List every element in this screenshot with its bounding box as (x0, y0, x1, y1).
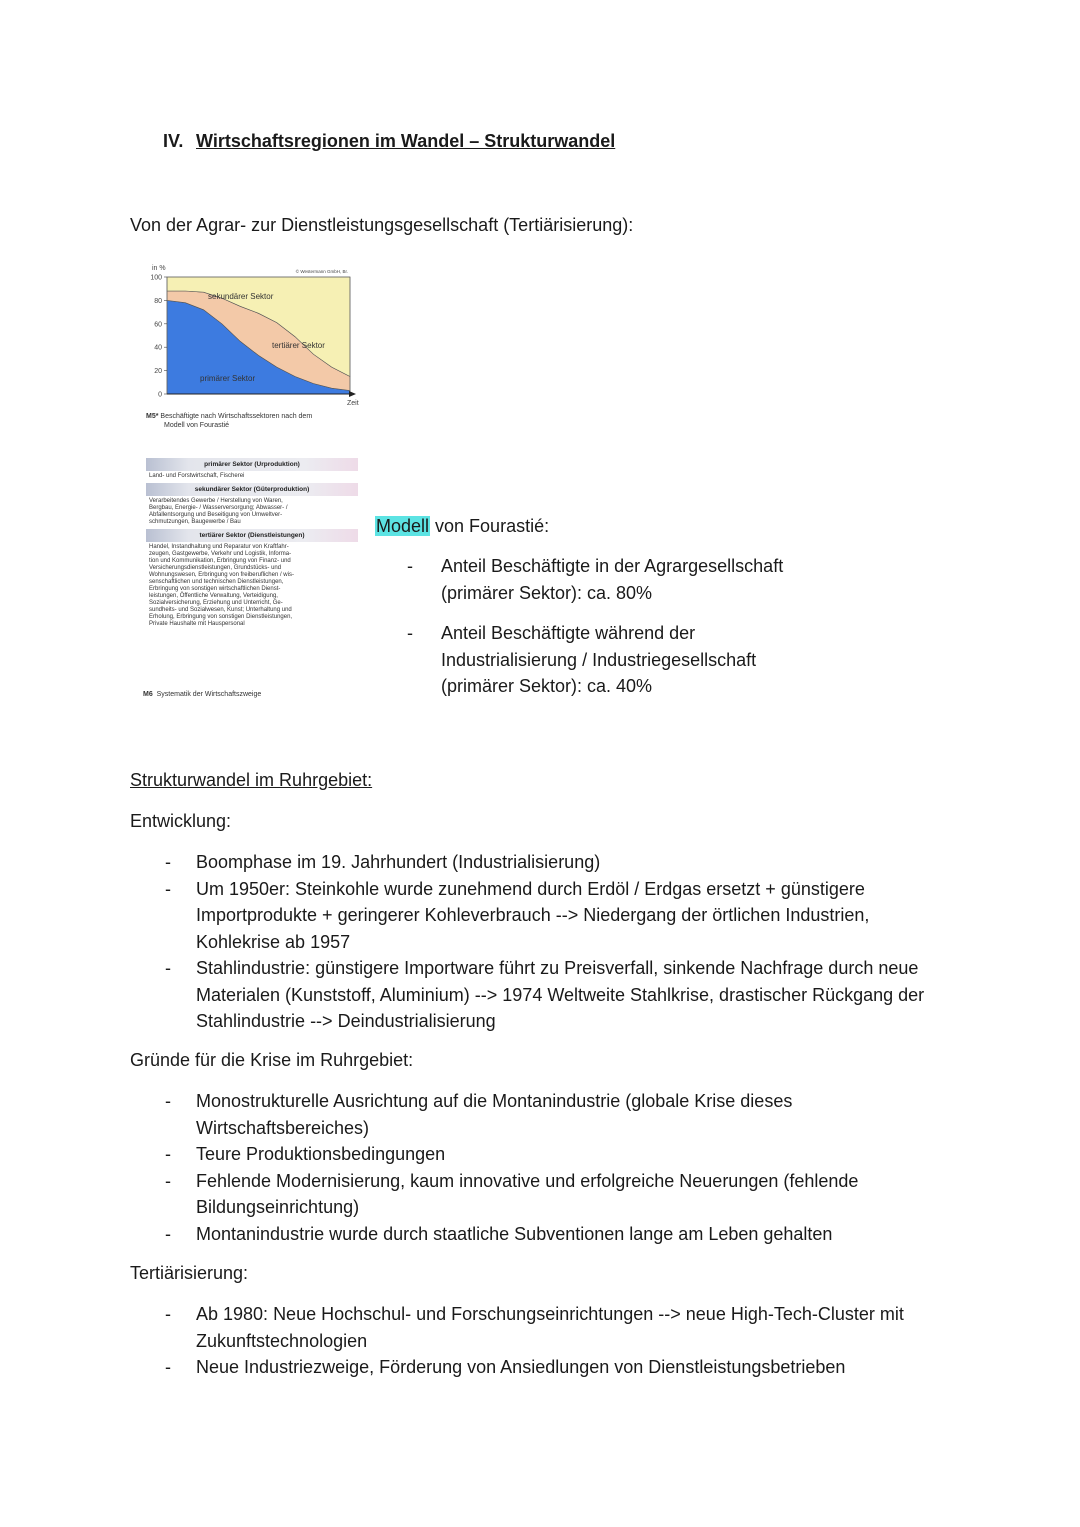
bullet-line: Zukunftstechnologien (196, 1330, 368, 1351)
bullet-dash: - (165, 1091, 171, 1111)
chart-caption-text: Beschäftigte nach Wirtschaftssektoren nach dem Modell von Fourastié (146, 413, 312, 429)
bullet-line: Stahlindustrie: günstigere Importware führt zu Preisverfall, sinkende Nachfrage durch neue (196, 958, 919, 978)
m6-section-body: Handel, Instandhaltung und Reparatur von Kraftfahr- zeugen, Gastgewerbe, Verkehr und Logistik, Informa- tion und Kommunikation, Erbringung von Finanz- und Versicherungsdienstleistungen, Grundstücks- und Wohnungswesen, Erbringung von freiberuflichen / wis- senschaftlichen und technischen Dienstleistungen, Erbringung von sonstigen wirtschaftlichen Dienst- leistungen, Öffentliche Verwaltung, Verteidigung, Sozialversicherung, Erziehung und Unterricht, Ge- sundheits- und Sozialwesen, Kunst; Unterhaltung und Erholung, Erbringung von sonstigen Dienstleistungen, Private Haushalte mit Hauspersonal (149, 544, 294, 627)
bullet-line: Monostrukturelle Ausrichtung auf die Montanindustrie (globale Krise dieses (196, 1091, 793, 1111)
bullet-dash: - (165, 1144, 171, 1164)
tertiaer-list (165, 1301, 904, 1381)
model-bullets (407, 553, 783, 700)
y-tick-label: 40 (154, 344, 162, 352)
m6-caption-label: M6 (143, 691, 153, 698)
bullet-line: Wirtschaftsbereiches) (196, 1117, 370, 1138)
gruende-item (165, 1088, 858, 1141)
series-label-1: primärer Sektor (200, 374, 256, 383)
bullet-line: (primärer Sektor): ca. 80% (441, 582, 653, 603)
bullet-dash: - (165, 1357, 171, 1377)
gruende-label: Gründe für die Krise im Ruhrgebiet: (130, 1050, 414, 1070)
model-bullet (407, 620, 783, 700)
bullet-line: Boomphase im 19. Jahrhundert (Industrialisierung) (196, 852, 601, 872)
copyright-note: © Westermann GmbH, Br. (295, 269, 348, 274)
bullet-line: Neue Industriezweige, Förderung von Ansiedlungen von Dienstleistungsbetrieben (196, 1357, 846, 1377)
m6-section-body: Land- und Forstwirtschaft, Fischerei (149, 473, 245, 479)
economic-sectors-table (146, 457, 358, 630)
bullet-line: Industrialisierung / Industriegesellschaft (441, 649, 757, 670)
y-axis-label: in % (152, 265, 166, 272)
bullet-dash: - (165, 958, 171, 978)
tertiaer-label: Tertiärisierung: (130, 1263, 249, 1283)
bullet-dash: - (407, 556, 413, 576)
intro-text: Von der Agrar- zur Dienstleistungsgesellschaft (Tertiärisierung): (130, 215, 634, 235)
entwicklung-label: Entwicklung: (130, 811, 232, 831)
m6-caption-text: Systematik der Wirtschaftszweige (156, 691, 262, 698)
y-tick-label: 60 (154, 321, 162, 329)
bullet-dash: - (407, 623, 413, 643)
bullet-dash: - (165, 878, 171, 899)
bullet-line: Teure Produktionsbedingungen (196, 1144, 446, 1164)
y-tick-label: 80 (154, 297, 162, 305)
bullet-dash: - (165, 1304, 171, 1324)
bullet-line: Stahlindustrie --> Deindustrialisierung (196, 1011, 496, 1031)
chart-caption-label: M5* (146, 413, 159, 420)
series-label-3: tertiärer Sektor (272, 341, 325, 350)
entwicklung-item (165, 876, 924, 956)
series-label-2: sekundärer Sektor (208, 292, 274, 301)
gruende-list (165, 1088, 858, 1247)
bullet-line: Montanindustrie wurde durch staatliche Subventionen lange am Leben gehalten (196, 1223, 833, 1244)
y-tick-label: 20 (154, 368, 162, 376)
bullet-line: (primärer Sektor): ca. 40% (441, 676, 653, 696)
sector-chart (140, 262, 360, 432)
x-axis-arrow (349, 391, 356, 397)
tertiaer-item (165, 1354, 904, 1381)
chart-caption (146, 412, 312, 430)
bullet-dash: - (165, 1170, 171, 1191)
bullet-line: Um 1950er: Steinkohle wurde zunehmend durch Erdöl / Erdgas ersetzt + günstigere (196, 878, 865, 899)
model-bullet (407, 553, 783, 606)
gruende-item (165, 1221, 858, 1248)
model-title (375, 513, 549, 540)
heading-title: Wirtschaftsregionen im Wandel – Strukturwandel (196, 131, 616, 151)
m6-section-head: primärer Sektor (Urproduktion) (146, 458, 358, 471)
m6-section-body: Verarbeitendes Gewerbe / Herstellung von Waren, Bergbau, Energie- / Wasserversorgung; Abwasser- / Abfallentsorgung und Beseitigung von Umweltver- schmutzungen, Baugewerbe / Bau (149, 498, 288, 525)
bullet-line: Bildungseinrichtung) (196, 1197, 360, 1217)
page-heading (163, 131, 615, 152)
bullet-line: Materialen (Kunststoff, Aluminium) --> 1974 Weltweite Stahlkrise, drastischer Rückgang der (196, 984, 925, 1005)
entwicklung-item (165, 955, 924, 1035)
bullet-line: Fehlende Modernisierung, kaum innovative und erfolgreiche Neuerungen (fehlende (196, 1170, 859, 1191)
y-tick-label: 0 (158, 391, 162, 399)
m6-section-head: tertiärer Sektor (Dienstleistungen) (146, 529, 358, 542)
bullet-line: Ab 1980: Neue Hochschul- und Forschungseinrichtungen --> neue High-Tech-Cluster mit (196, 1304, 904, 1324)
entwicklung-list (165, 849, 924, 1035)
bullet-dash: - (165, 1223, 171, 1244)
gruende-item (165, 1141, 858, 1168)
model-title-rest: von Fourastié: (430, 516, 550, 536)
bullet-line: Anteil Beschäftigte in der Agrargesellschaft (441, 556, 784, 576)
m6-caption (143, 690, 261, 699)
tertiaer-item (165, 1301, 904, 1354)
gruende-item (165, 1168, 858, 1221)
heading-number: IV. (163, 131, 184, 151)
entwicklung-item (165, 849, 924, 876)
chart-caption-line2: Modell von Fourastié (164, 422, 229, 429)
bullet-line: Kohlekrise ab 1957 (196, 931, 351, 952)
bullet-line: Anteil Beschäftigte während der (441, 623, 696, 643)
y-tick-label: 100 (150, 274, 162, 282)
bullet-dash: - (165, 852, 171, 872)
highlighted-word: Modell (376, 516, 430, 536)
section-heading: Strukturwandel im Ruhrgebiet: (130, 770, 373, 790)
x-axis-label: Zeit (347, 400, 359, 407)
m6-section-head: sekundärer Sektor (Güterproduktion) (146, 483, 358, 496)
bullet-line: Importprodukte + geringerer Kohleverbrauch --> Niedergang der örtlichen Industrien, (196, 905, 870, 925)
